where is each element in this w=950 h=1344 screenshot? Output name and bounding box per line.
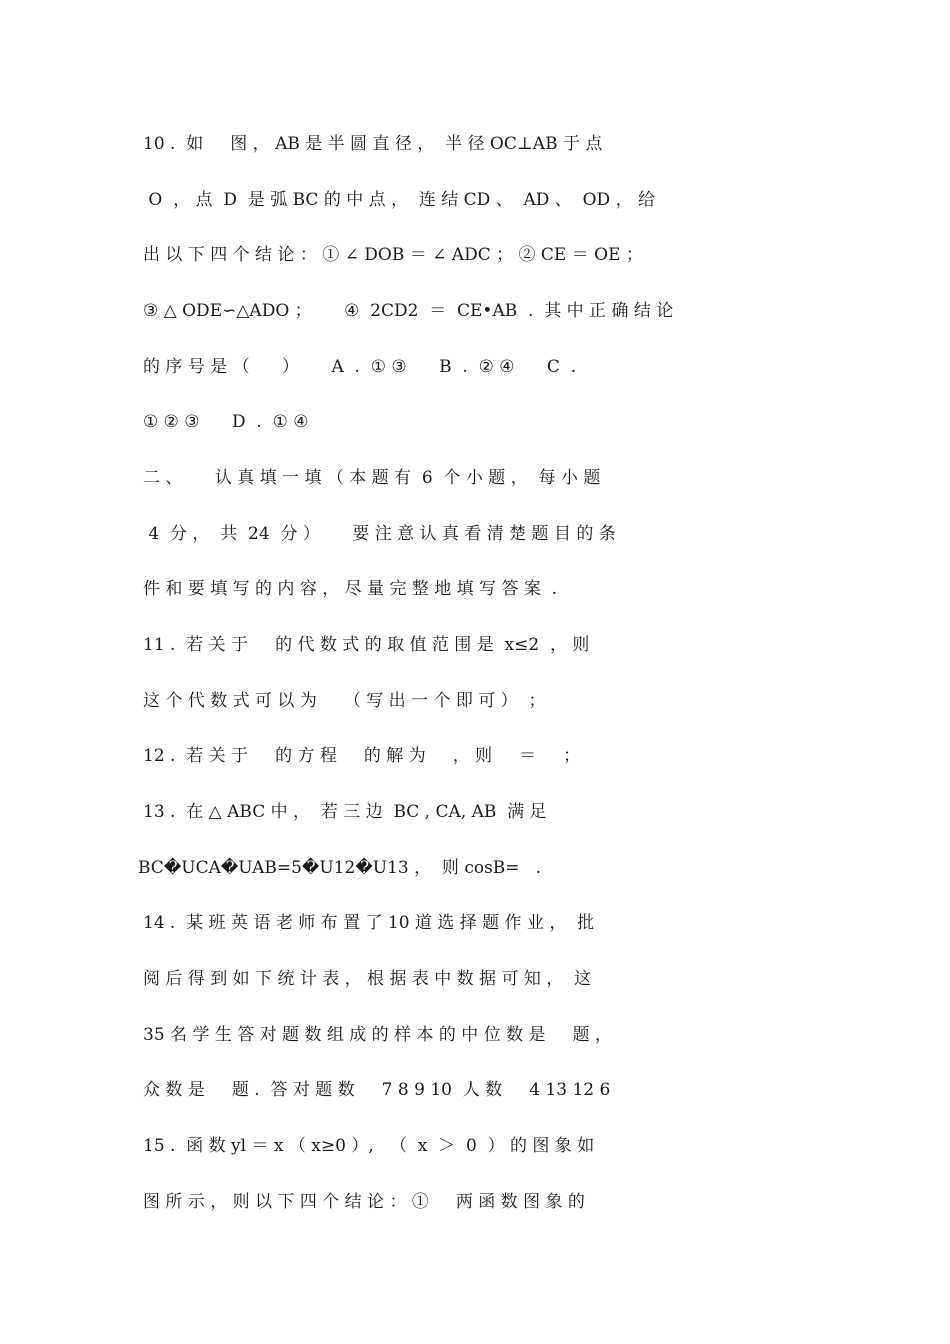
- text-line-q11-1: 11 . 若 关 于 的 代 数 式 的 取 值 范 围 是 x≤2 ， 则: [143, 635, 590, 655]
- text-line-q14-2: 阅 后 得 到 如 下 统 计 表 ， 根 据 表 中 数 据 可 知 ， 这: [143, 969, 592, 989]
- section-heading-2-cont: 4 分 ， 共 24 分 ） 要 注 意 认 真 看 清 楚 题 目 的 条: [143, 524, 616, 544]
- text-line-q15-1: 15 . 函 数 yl ＝ x （ x≥0 ）, （ x ＞ 0 ） 的 图 象 如: [143, 1136, 595, 1156]
- text-line-q10-options: 的 序 号 是 （ ） A . ① ③ B . ② ④ C .: [143, 357, 577, 377]
- text-line-q10-1: 10 . 如 图 ， AB 是 半 圆 直 径 ， 半 径 OC⊥AB 于 点: [143, 134, 603, 154]
- text-line-q15-2: 图 所 示 ， 则 以 下 四 个 结 论 ： ① 两 函 数 图 象 的: [143, 1192, 585, 1212]
- section-heading-2: 二 、 认 真 填 一 填 （ 本 题 有 6 个 小 题 ， 每 小 题: [143, 468, 601, 488]
- text-line-q14-1: 14 . 某 班 英 语 老 师 布 置 了 10 道 选 择 题 作 业 ， 批: [143, 913, 595, 933]
- text-line-q11-2: 这 个 代 数 式 可 以 为 （ 写 出 一 个 即 可 ） ；: [143, 691, 546, 711]
- text-line-q10-4: ③ △ ODE∽△ADO ； ④ 2CD2 ＝ CE•AB . 其 中 正 确 结 论: [143, 301, 674, 321]
- text-line-q13-2: BC�UCA�UAB=5�U12�U13 ， 则 cosB= .: [138, 858, 542, 878]
- text-line-q10-options-2: ① ② ③ D . ① ④: [143, 412, 309, 432]
- text-line-q14-4: 众 数 是 题 . 答 对 题 数 7 8 9 10 人 数 4 13 12 6: [143, 1080, 611, 1100]
- text-line-q14-3: 35 名 学 生 答 对 题 数 组 成 的 样 本 的 中 位 数 是 题 ，: [143, 1025, 612, 1045]
- text-line-q12: 12 . 若 关 于 的 方 程 的 解 为 ， 则 ＝ ；: [143, 746, 581, 766]
- section-heading-2-cont-2: 件 和 要 填 写 的 内 容 ， 尽 量 完 整 地 填 写 答 案 .: [143, 579, 558, 599]
- text-line-q10-3: 出 以 下 四 个 结 论 ： ① ∠ DOB ＝ ∠ ADC ； ② CE ＝ OE ；: [143, 245, 643, 265]
- text-line-q13-1: 13 . 在 △ ABC 中 ， 若 三 边 BC , CA, AB 满 足: [143, 802, 547, 822]
- text-line-q10-2: O ， 点 D 是 弧 BC 的 中 点 ， 连 结 CD 、 AD 、 OD ， 给: [143, 190, 655, 210]
